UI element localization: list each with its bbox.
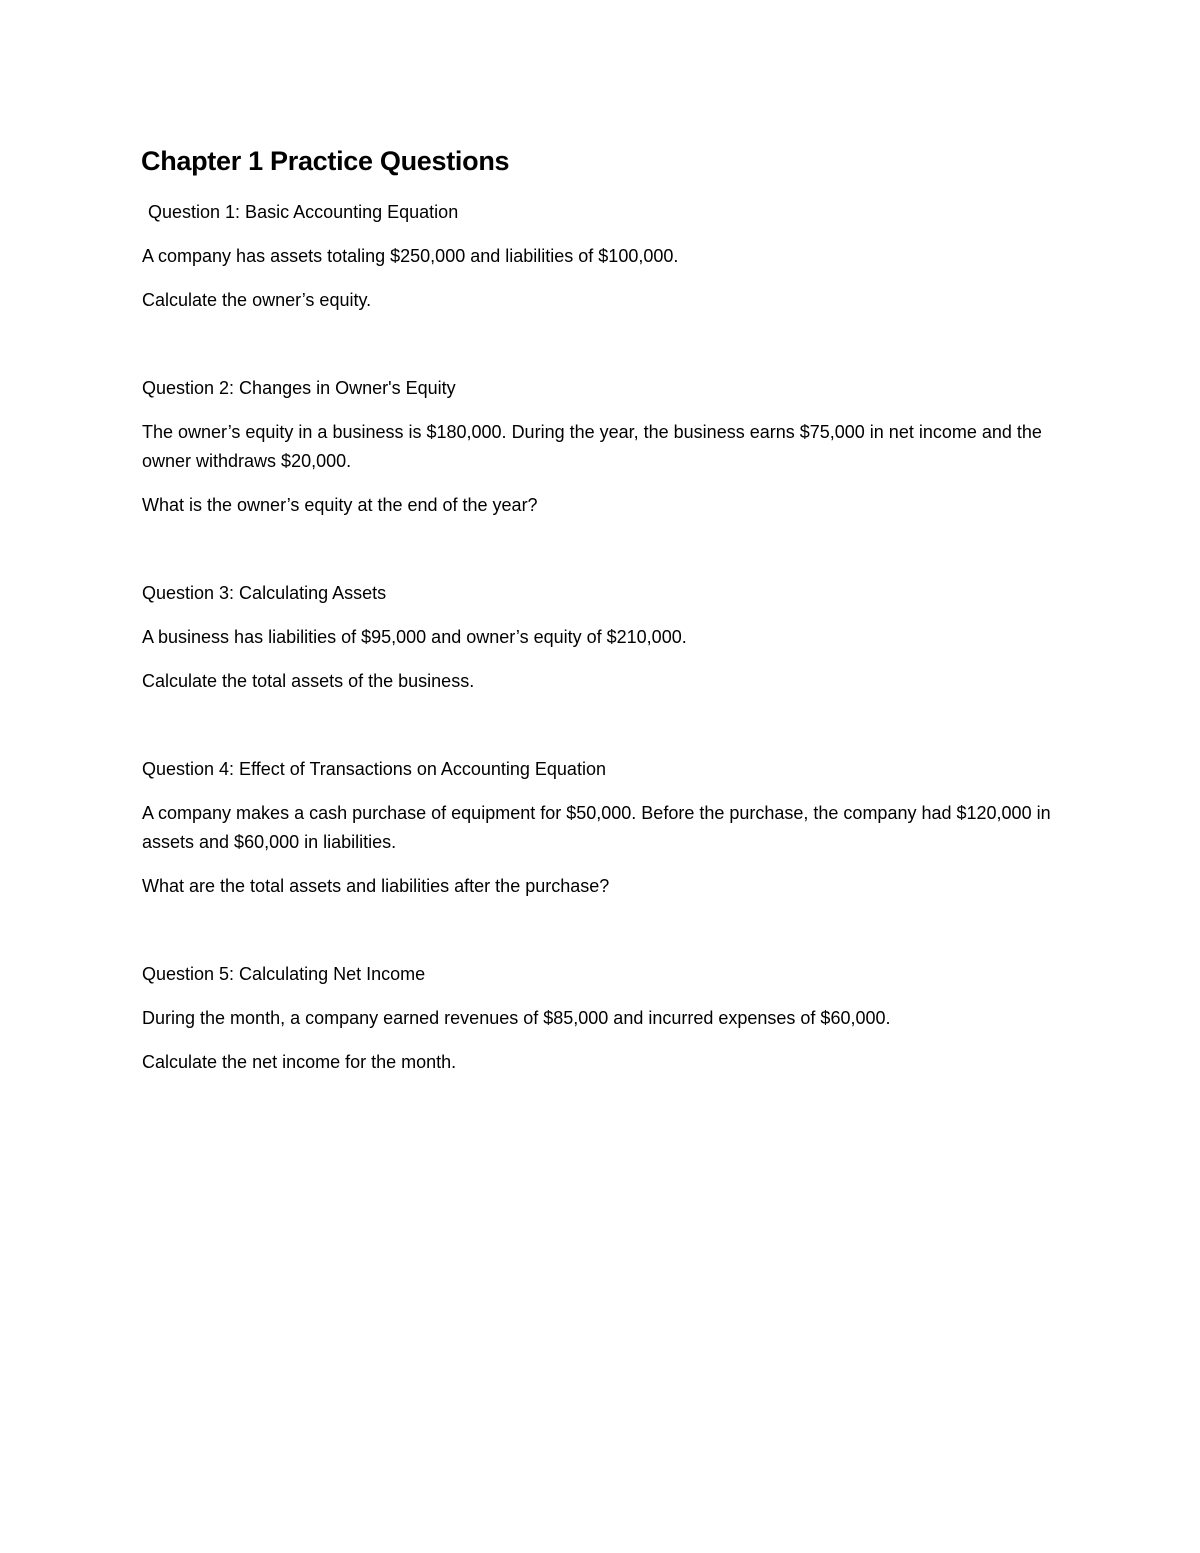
question-prompt: Calculate the total assets of the business.: [142, 671, 475, 691]
question-prompt: What are the total assets and liabilities after the purchase?: [142, 876, 610, 896]
page-title: Chapter 1 Practice Questions: [141, 146, 510, 176]
question-heading: Question 1: Basic Accounting Equation: [148, 202, 459, 222]
question-heading: Question 4: Effect of Transactions on Accounting Equation: [142, 759, 606, 779]
question-heading: Question 2: Changes in Owner's Equity: [142, 378, 456, 398]
question-prompt: What is the owner’s equity at the end of the year?: [142, 495, 538, 515]
question-heading: Question 5: Calculating Net Income: [142, 964, 426, 984]
question-body: During the month, a company earned revenues of $85,000 and incurred expenses of $60,000.: [142, 1008, 891, 1028]
question-body: A company has assets totaling $250,000 and liabilities of $100,000.: [142, 246, 679, 266]
question-block-3: [142, 579, 1062, 696]
question-body: The owner’s equity in a business is $180,000. During the year, the business earns $75,000 in net income and the owner withdraws $20,000.: [142, 422, 1042, 471]
question-block-5: [142, 960, 1062, 1077]
question-block-4: [142, 755, 1062, 901]
question-prompt: Calculate the net income for the month.: [142, 1052, 457, 1072]
question-prompt: Calculate the owner’s equity.: [142, 290, 372, 310]
question-block-2: [142, 374, 1062, 520]
question-body: A business has liabilities of $95,000 and owner’s equity of $210,000.: [142, 627, 687, 647]
question-heading: Question 3: Calculating Assets: [142, 583, 387, 603]
question-block-1: [142, 198, 1062, 315]
question-body: A company makes a cash purchase of equipment for $50,000. Before the purchase, the company had $120,000 in assets and $60,000 in liabilities.: [142, 803, 1051, 852]
